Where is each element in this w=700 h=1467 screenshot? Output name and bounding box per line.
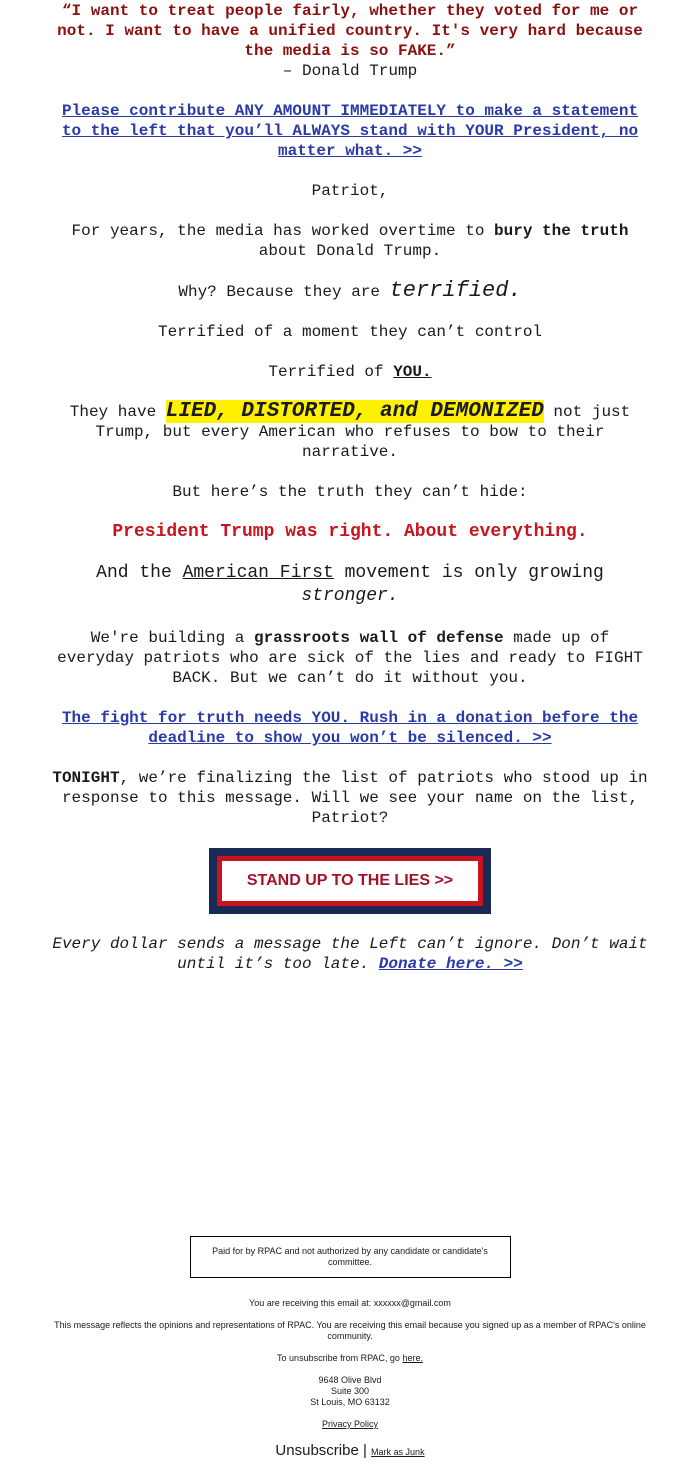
email-body [50, 0, 650, 974]
footer [0, 1236, 700, 1461]
address-line-2: Suite 300 [330, 1386, 370, 1396]
donate-here-link[interactable]: Donate here. >> [378, 955, 523, 973]
stand-up-button[interactable]: STAND UP TO THE LIES >> [222, 861, 478, 901]
contribute-link[interactable]: Please contribute ANY AMOUNT IMMEDIATELY to make a statement to the left that you’ll ALWAYS stand with YOUR President, no matter what. >> [61, 102, 639, 160]
bottom-actions [0, 1442, 700, 1461]
mark-as-junk-link[interactable]: Mark as Junk [371, 1447, 425, 1457]
quote-attribution: – Donald Trump [282, 62, 418, 80]
greeting: Patriot, [311, 182, 389, 200]
paragraph-movement: And the American First movement is only growing stronger. [96, 563, 604, 606]
unsubscribe-link[interactable]: Unsubscribe [275, 1442, 359, 1459]
disclaimer-box [190, 1236, 511, 1278]
paragraph-tonight: TONIGHT, we’re finalizing the list of patriots who stood up in response to this message. Will we see your name on the list, Patriot? [52, 769, 648, 827]
cta-frame [209, 848, 491, 914]
opinions-text: This message reflects the opinions and representations of RPAC. You are receiving this email because you signed up as a member of RPAC's online community. [54, 1320, 646, 1341]
highlight-lied: LIED, DISTORTED, and DEMONIZED [165, 400, 544, 423]
paragraph-terrified: Why? Because they are terrified. [178, 278, 522, 303]
paragraph-you: Terrified of YOU. [268, 363, 432, 381]
address-line-3: St Louis, MO 63132 [310, 1397, 390, 1407]
paragraph-control: Terrified of a moment they can’t control [157, 323, 543, 341]
separator: | [362, 1442, 367, 1459]
fight-link[interactable]: The fight for truth needs YOU. Rush in a donation before the deadline to show you won’t be silenced. >> [61, 709, 639, 747]
receiving-text: You are receiving this email at: xxxxxx@gmail.com [249, 1298, 451, 1308]
paragraph-bury-truth: For years, the media has worked overtime to bury the truth about Donald Trump. [71, 222, 629, 260]
paragraph-lied: They have LIED, DISTORTED, and DEMONIZED not just Trump, but every American who refuses to bow to their narrative. [69, 400, 631, 461]
address-line-1: 9648 Olive Blvd [318, 1375, 382, 1385]
unsubscribe-line: To unsubscribe from RPAC, go here. [277, 1353, 423, 1363]
paragraph-truth: But here’s the truth they can’t hide: [172, 483, 528, 501]
privacy-policy-link[interactable]: Privacy Policy [321, 1419, 378, 1429]
paragraph-grassroots: We're building a grassroots wall of defense made up of everyday patriots who are sick of the lies and ready to FIGHT BACK. But we can’t do it without you. [57, 629, 643, 687]
paragraph-right: President Trump was right. About everything. [112, 522, 588, 542]
paragraph-closing: Every dollar sends a message the Left can’t ignore. Don’t wait until it’s too late. Donate here. >> [52, 935, 648, 973]
unsubscribe-here-link[interactable]: here. [402, 1353, 423, 1363]
disclaimer-text: Paid for by RPAC and not authorized by any candidate or candidate's committee. [212, 1246, 488, 1267]
quote-text: “I want to treat people fairly, whether they voted for me or not. I want to have a unified country. It's very hard because the media is so FAKE.” [57, 2, 643, 60]
